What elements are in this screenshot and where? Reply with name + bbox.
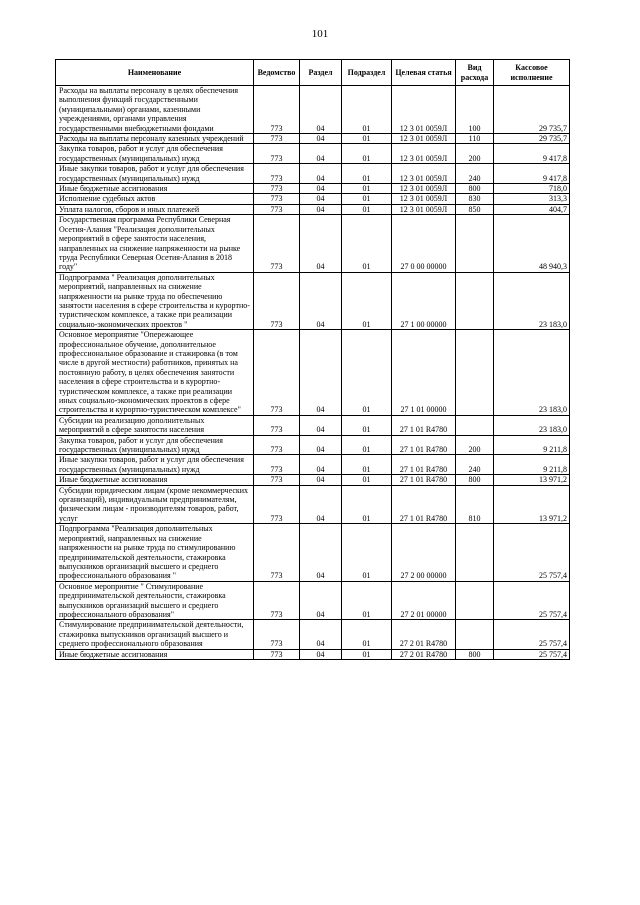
cell-section: 04 <box>300 581 342 620</box>
cell-name: Субсидии на реализацию дополнительных мероприятий в сфере занятости населения <box>56 415 254 435</box>
cell-name: Иные бюджетные ассигнования <box>56 475 254 485</box>
cell-section: 04 <box>300 330 342 416</box>
cell-target-article: 12 3 01 0059Л <box>392 86 456 134</box>
table-row <box>56 86 570 134</box>
cell-target-article: 27 1 01 R4780 <box>392 475 456 485</box>
cell-section: 04 <box>300 620 342 649</box>
cell-department: 773 <box>254 204 300 214</box>
cell-section: 04 <box>300 415 342 435</box>
cell-subsection: 01 <box>342 415 392 435</box>
cell-name: Стимулирование предпринимательской деятельности, стажировка выпускников организаций высшего и среднего профессионального образования <box>56 620 254 649</box>
cell-target-article: 12 3 01 0059Л <box>392 164 456 184</box>
cell-subsection: 01 <box>342 620 392 649</box>
cell-department: 773 <box>254 194 300 204</box>
cell-expense-type: 200 <box>456 144 494 164</box>
cell-name: Основное мероприятие "Опережающее профессиональное обучение, дополнительное профессиональное образование и стажировка (в том числе в другой местности) работников, принятых на постоянную работу, в целях обеспечения занятости населения в сфере строительства и в курортно-туристическом комплексе, а также при реализации иных социально-экономических проектов в сфере строительства и курортно-туристическом комплексе" <box>56 330 254 416</box>
cell-target-article: 27 1 01 R4780 <box>392 455 456 475</box>
cell-target-article: 27 1 01 R4780 <box>392 415 456 435</box>
table-body <box>56 86 570 660</box>
cell-cash-execution: 23 183,0 <box>494 272 570 329</box>
cell-name: Иные закупки товаров, работ и услуг для обеспечения государственных (муниципальных) нужд <box>56 455 254 475</box>
cell-department: 773 <box>254 215 300 272</box>
cell-name: Иные бюджетные ассигнования <box>56 649 254 659</box>
header-expense-type: Вид расхода <box>456 60 494 86</box>
cell-name: Иные закупки товаров, работ и услуг для обеспечения государственных (муниципальных) нужд <box>56 164 254 184</box>
cell-name: Субсидии юридическим лицам (кроме некоммерческих организаций), индивидуальным предпринимателям, физическим лицам - производителям товаров, работ, услуг <box>56 485 254 524</box>
cell-subsection: 01 <box>342 435 392 455</box>
cell-section: 04 <box>300 649 342 659</box>
table-row <box>56 204 570 214</box>
cell-subsection: 01 <box>342 144 392 164</box>
cell-name: Подпрограмма "Реализация дополнительных мероприятий, направленных на снижение напряженности на рынке труда по стимулированию предпринимательской деятельности, стажировка выпускников организаций высшего и среднего профессионального образования " <box>56 524 254 581</box>
cell-cash-execution: 23 183,0 <box>494 415 570 435</box>
cell-cash-execution: 9 211,8 <box>494 435 570 455</box>
cell-subsection: 01 <box>342 524 392 581</box>
cell-name: Исполнение судебных актов <box>56 194 254 204</box>
cell-cash-execution: 9 417,8 <box>494 164 570 184</box>
cell-name: Подпрограмма " Реализация дополнительных мероприятий, направленных на снижение напряженности на рынке труда по обеспечению занятости населения в сфере строительства и курортно-туристическом комплексе, а также при реализации социально-экономических проектов " <box>56 272 254 329</box>
table-row <box>56 194 570 204</box>
cell-subsection: 01 <box>342 215 392 272</box>
cell-expense-type <box>456 215 494 272</box>
cell-section: 04 <box>300 194 342 204</box>
cell-expense-type: 110 <box>456 134 494 144</box>
cell-target-article: 27 1 01 R4780 <box>392 485 456 524</box>
cell-section: 04 <box>300 184 342 194</box>
table-row <box>56 134 570 144</box>
cell-department: 773 <box>254 649 300 659</box>
cell-department: 773 <box>254 581 300 620</box>
cell-subsection: 01 <box>342 272 392 329</box>
cell-expense-type: 800 <box>456 649 494 659</box>
cell-department: 773 <box>254 330 300 416</box>
header-target-article: Целевая статья <box>392 60 456 86</box>
cell-cash-execution: 9 211,8 <box>494 455 570 475</box>
cell-expense-type: 240 <box>456 164 494 184</box>
cell-section: 04 <box>300 272 342 329</box>
cell-department: 773 <box>254 475 300 485</box>
table-row <box>56 164 570 184</box>
table-row <box>56 272 570 329</box>
table-row <box>56 215 570 272</box>
cell-subsection: 01 <box>342 194 392 204</box>
cell-cash-execution: 25 757,4 <box>494 649 570 659</box>
page-number: 101 <box>311 28 329 40</box>
table-row <box>56 649 570 659</box>
cell-department: 773 <box>254 144 300 164</box>
cell-target-article: 27 2 01 00000 <box>392 581 456 620</box>
cell-expense-type: 850 <box>456 204 494 214</box>
cell-expense-type: 100 <box>456 86 494 134</box>
cell-name: Расходы на выплаты персоналу казенных учреждений <box>56 134 254 144</box>
header-row <box>56 60 570 86</box>
cell-expense-type <box>456 581 494 620</box>
cell-subsection: 01 <box>342 164 392 184</box>
cell-section: 04 <box>300 86 342 134</box>
cell-expense-type <box>456 524 494 581</box>
table-row <box>56 330 570 416</box>
cell-expense-type <box>456 620 494 649</box>
cell-cash-execution: 48 940,3 <box>494 215 570 272</box>
table-row <box>56 581 570 620</box>
cell-department: 773 <box>254 524 300 581</box>
cell-department: 773 <box>254 485 300 524</box>
table-row <box>56 620 570 649</box>
table-row <box>56 475 570 485</box>
cell-subsection: 01 <box>342 475 392 485</box>
cell-cash-execution: 29 735,7 <box>494 86 570 134</box>
cell-cash-execution: 718,0 <box>494 184 570 194</box>
cell-department: 773 <box>254 415 300 435</box>
header-section: Раздел <box>300 60 342 86</box>
cell-subsection: 01 <box>342 485 392 524</box>
table-header <box>56 60 570 86</box>
cell-expense-type: 830 <box>456 194 494 204</box>
cell-subsection: 01 <box>342 330 392 416</box>
cell-target-article: 12 3 01 0059Л <box>392 194 456 204</box>
cell-target-article: 27 1 01 00000 <box>392 330 456 416</box>
cell-department: 773 <box>254 620 300 649</box>
cell-section: 04 <box>300 215 342 272</box>
cell-expense-type: 240 <box>456 455 494 475</box>
cell-name: Основное мероприятие " Стимулирование предпринимательской деятельности, стажировка выпускников организаций высшего и среднего профессионального образования" <box>56 581 254 620</box>
cell-section: 04 <box>300 134 342 144</box>
cell-target-article: 12 3 01 0059Л <box>392 134 456 144</box>
cell-cash-execution: 25 757,4 <box>494 581 570 620</box>
cell-cash-execution: 13 971,2 <box>494 475 570 485</box>
cell-section: 04 <box>300 204 342 214</box>
cell-target-article: 12 3 01 0059Л <box>392 184 456 194</box>
header-name: Наименование <box>56 60 254 86</box>
cell-expense-type <box>456 272 494 329</box>
cell-section: 04 <box>300 455 342 475</box>
table-row <box>56 485 570 524</box>
cell-cash-execution: 13 971,2 <box>494 485 570 524</box>
cell-department: 773 <box>254 184 300 194</box>
header-cash-execution: Кассовое исполнение <box>494 60 570 86</box>
table-row <box>56 455 570 475</box>
cell-name: Иные бюджетные ассигнования <box>56 184 254 194</box>
cell-department: 773 <box>254 164 300 184</box>
cell-subsection: 01 <box>342 184 392 194</box>
cell-expense-type: 810 <box>456 485 494 524</box>
cell-expense-type: 800 <box>456 184 494 194</box>
table-row <box>56 524 570 581</box>
cell-cash-execution: 25 757,4 <box>494 524 570 581</box>
table-row <box>56 184 570 194</box>
cell-section: 04 <box>300 164 342 184</box>
cell-department: 773 <box>254 86 300 134</box>
cell-name: Государственная программа Республики Северная Осетия-Алания "Реализация дополнительных мероприятий в сфере занятости населения, направленных на снижение напряженности на рынке труда Республики Северная Осетия-Алания в 2018 году" <box>56 215 254 272</box>
cell-subsection: 01 <box>342 649 392 659</box>
cell-cash-execution: 404,7 <box>494 204 570 214</box>
cell-target-article: 12 3 01 0059Л <box>392 204 456 214</box>
header-subsection: Подраздел <box>342 60 392 86</box>
cell-cash-execution: 23 183,0 <box>494 330 570 416</box>
cell-section: 04 <box>300 144 342 164</box>
cell-subsection: 01 <box>342 455 392 475</box>
cell-cash-execution: 25 757,4 <box>494 620 570 649</box>
cell-target-article: 27 1 00 00000 <box>392 272 456 329</box>
cell-cash-execution: 29 735,7 <box>494 134 570 144</box>
cell-expense-type: 200 <box>456 435 494 455</box>
cell-name: Закупка товаров, работ и услуг для обеспечения государственных (муниципальных) нужд <box>56 435 254 455</box>
cell-target-article: 27 2 00 00000 <box>392 524 456 581</box>
cell-name: Уплата налогов, сборов и иных платежей <box>56 204 254 214</box>
cell-expense-type: 800 <box>456 475 494 485</box>
cell-subsection: 01 <box>342 204 392 214</box>
cell-subsection: 01 <box>342 86 392 134</box>
cell-name: Закупка товаров, работ и услуг для обеспечения государственных (муниципальных) нужд <box>56 144 254 164</box>
header-department: Ведомство <box>254 60 300 86</box>
cell-section: 04 <box>300 524 342 581</box>
cell-target-article: 27 2 01 R4780 <box>392 620 456 649</box>
cell-section: 04 <box>300 475 342 485</box>
cell-department: 773 <box>254 455 300 475</box>
cell-target-article: 27 0 00 00000 <box>392 215 456 272</box>
cell-cash-execution: 9 417,8 <box>494 144 570 164</box>
cell-section: 04 <box>300 485 342 524</box>
cell-cash-execution: 313,3 <box>494 194 570 204</box>
cell-subsection: 01 <box>342 581 392 620</box>
cell-target-article: 27 1 01 R4780 <box>392 435 456 455</box>
table-row <box>56 415 570 435</box>
budget-table <box>55 59 570 660</box>
cell-expense-type <box>456 415 494 435</box>
cell-name: Расходы на выплаты персоналу в целях обеспечения выполнения функций государственными (муниципальными) органами, казенными учреждениями, органами управления государственными внебюджетными фондами <box>56 86 254 134</box>
cell-expense-type <box>456 330 494 416</box>
cell-department: 773 <box>254 134 300 144</box>
table-row <box>56 435 570 455</box>
cell-subsection: 01 <box>342 134 392 144</box>
cell-section: 04 <box>300 435 342 455</box>
table-row <box>56 144 570 164</box>
cell-target-article: 27 2 01 R4780 <box>392 649 456 659</box>
cell-department: 773 <box>254 435 300 455</box>
cell-department: 773 <box>254 272 300 329</box>
cell-target-article: 12 3 01 0059Л <box>392 144 456 164</box>
